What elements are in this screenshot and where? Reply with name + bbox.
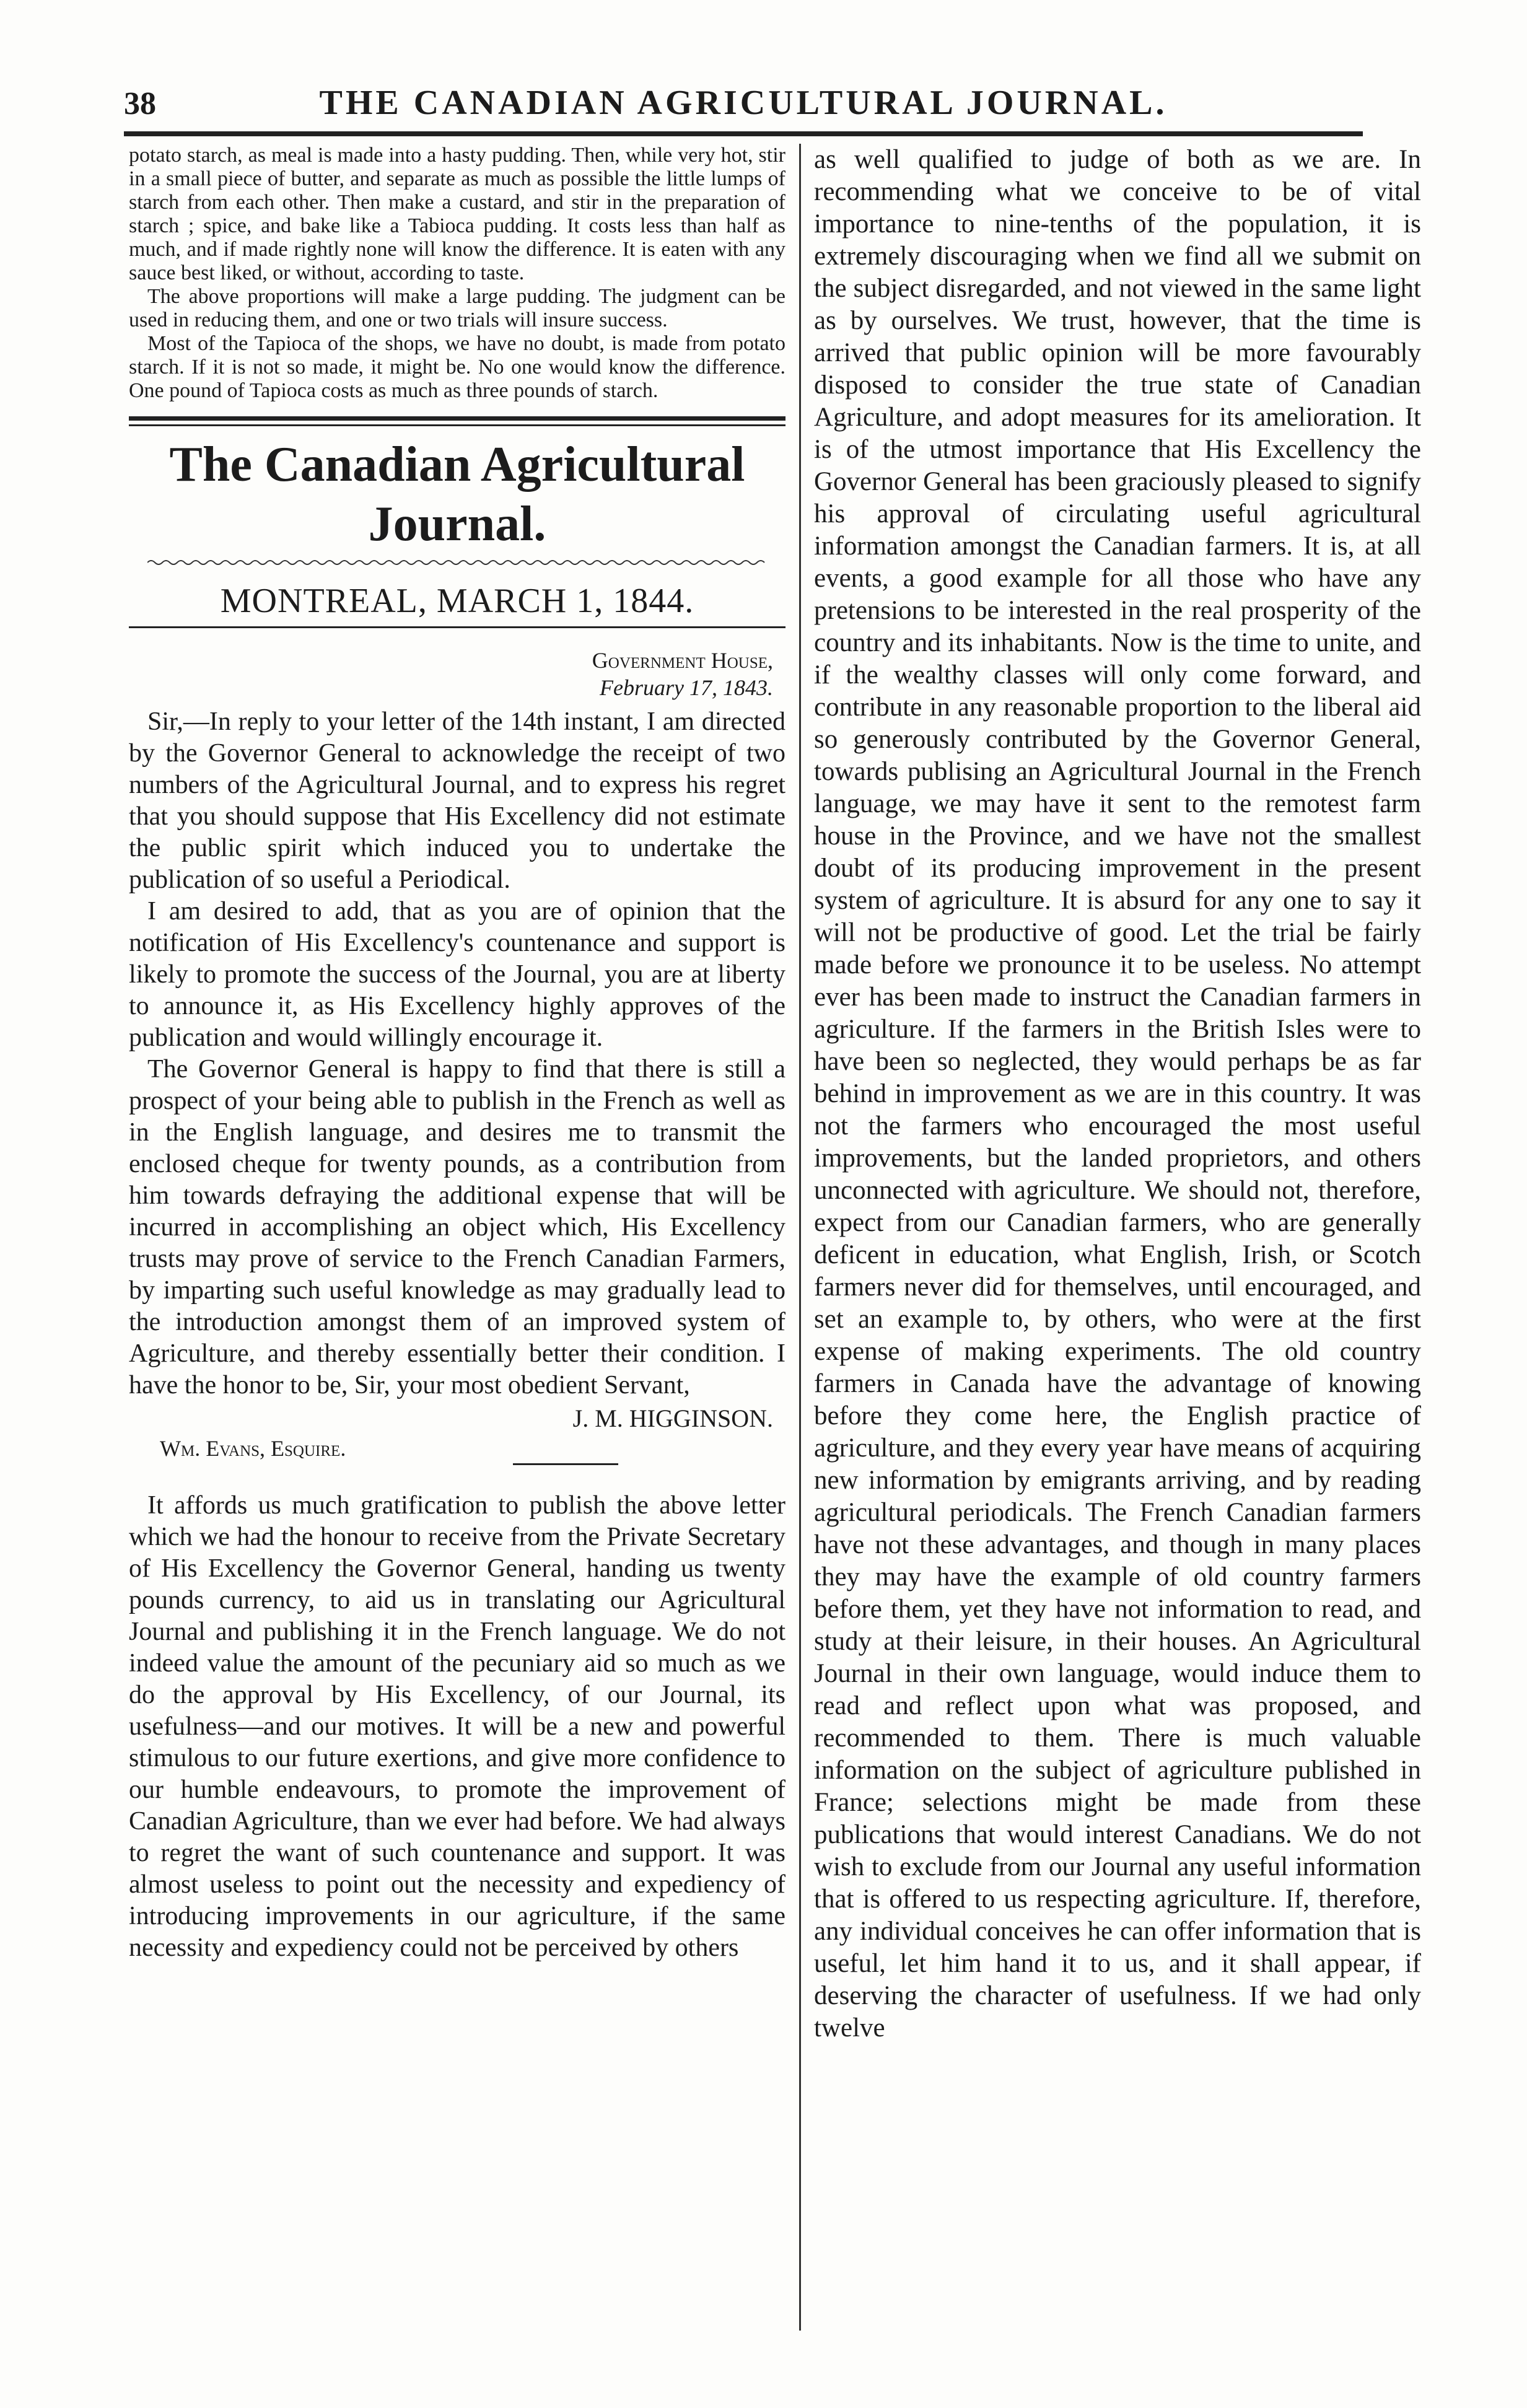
running-head xyxy=(124,73,1363,129)
header-rule xyxy=(124,131,1363,136)
editorial-continuation: as well qualified to judge of both as we are. In recommending what we conceive to be of vital importance to nine-tenths of the population, it is extremely discouraging when we find all we submit on the subject disregarded, and not viewed in the same light as by ourselves. We trust, however, that the time is arrived that public opinion will be more favourably disposed to consider the true state of Canadian Agriculture, and adopt measures for its amelioration. It is of the utmost importance that His Excellency the Governor General has been graciously pleased to signify his approval of circulating useful agricultural information amongst the Canadian farmers. It is, at all events, a good example for all those who have any pretensions to be interested in the real prosperity of the country and its inhabitants. Now is the time to unite, and if the wealthy classes will only come forward, and contribute in any reasonable proportion to the liberal aid so generously contributed by the Governor General, towards publising an Agricultural Journal in the French language, we may have it sent to the remotest farm house in the Province, and we have not the smallest doubt of its producing improvement in the present system of agriculture. It is absurd for any one to say it will not be productive of good. Let the trial be fairly made before we pronounce it to be useless. No attempt ever has been made to instruct the Canadian farmers in agriculture. If the farmers in the British Isles were to have been so neglected, they would perhaps be as far behind in improvement as we are in this country. It was not the farmers who encouraged the most useful improvements, but the landed proprietors, and others unconnected with agriculture. We should not, therefore, expect from our Canadian farmers, who are generally deficent in education, what English, Irish, or Scotch farmers never did for themselves, until encouraged, and set an example to, by others, who were at the first expense of making experiments. The old country farmers in Canada have the advantage of knowing before they come here, the English practice of agriculture, and they every year have means of acquiring new information by emigrants arriving, and by reading agricultural periodicals. The French Canadian farmers have not these advantages, and though in many places they may have the example of old country farmers before them, yet they have not information to read, and study at their leisure, in their houses. An Agricultural Journal in their own language, would induce them to read and reflect upon what was proposed, and recommended to them. There is much valuable information on the subject of agriculture published in France; selections might be made from these publications that would interest Canadians. We do not wish to exclude from our Journal any useful information that is offered to us respecting agriculture. If, therefore, any individual conceives he can offer information that is useful, let him hand it to us, and it shall appear, if deserving the character of usefulness. If we had only twelve xyxy=(814,145,1421,2042)
short-rule xyxy=(513,1463,618,1465)
page-number: 38 xyxy=(124,86,156,121)
letter-address: Government House, xyxy=(592,648,773,673)
masthead: The Canadian Agricultural Journal. xyxy=(169,437,745,551)
section-rule-thin xyxy=(129,424,785,426)
right-column xyxy=(814,144,1421,2343)
letter-paragraph: Sir,—In reply to your letter of the 14th instant, I am directed by the Governor General to acknowledge the receipt of two numbers of the Agricultural Journal, and to express his regret that you should suppose that His Excellency did not estimate the public spirit which induced you to undertake the publication of so useful a Periodical. xyxy=(129,707,785,894)
section-rule-thick xyxy=(129,416,785,421)
letter-addressee: Wm. Evans, Esquire. xyxy=(160,1436,346,1461)
letter-signature: J. M. HIGGINSON. xyxy=(572,1404,773,1432)
left-column xyxy=(129,144,785,2343)
dateline: MONTREAL, MARCH 1, 1844. xyxy=(220,582,694,620)
journal-title: THE CANADIAN AGRICULTURAL JOURNAL. xyxy=(319,84,1168,122)
dateline-rule xyxy=(129,626,785,628)
letter-date: February 17, 1843. xyxy=(600,675,773,700)
letter-paragraph: I am desired to add, that as you are of opinion that the notification of His Excellency's countenance and support is likely to promote the success of the Journal, you are at liberty to announce it, as His Excellency highly approves of the publication and would willingly encourage it. xyxy=(129,897,785,1052)
editorial-paragraph: It affords us much gratification to publish the above letter which we had the honour to receive from the Private Secretary of His Excellency the Governor General, handing us twenty pounds currency, to aid us in translating our Agricultural Journal and publishing it in the French language. We do not indeed value the amount of the pecuniary aid so much as we do the approval by His Excellency, of our Journal, its usefulness—and our motives. It will be a new and powerful stimulous to our future exertions, and give more confidence to our humble endeavours, to promote the improvement of Canadian Agriculture, than we ever had before. We had always to regret the want of such countenance and support. It was almost useless to point out the necessity and expediency of introducing improvements in our agriculture, if the same necessity and expediency could not be perceived by others xyxy=(129,1491,785,1962)
letter-paragraph: The Governor General is happy to find that there is still a prospect of your being able to publish in the French as well as in the English language, and desires me to transmit the enclosed cheque for twenty pounds, as a contribution from him towards defraying the additional expense that will be incurred in accomplishing an object which, His Excellency trusts may prove of service to the French Canadian Farmers, by imparting such useful knowledge as may gradually lead to the introduction amongst them of an improved system of Agriculture, and thereby essentially better their condition. I have the honor to be, Sir, your most obedient Servant, xyxy=(129,1055,785,1399)
recipe-paragraph: potato starch, as meal is made into a hasty pudding. Then, while very hot, stir in a small piece of butter, and separate as much as possible the little lumps of starch from each other. Then make a custard, and stir in the preparation of starch ; spice, and bake like a Tabioca pudding. It costs less than half as much, and if made rightly none will know the difference. It is eaten with any sauce best liked, or without, according to taste. xyxy=(129,144,785,284)
wavy-rule xyxy=(147,558,767,567)
column-divider xyxy=(799,144,801,2331)
recipe-paragraph: The above proportions will make a large pudding. The judgment can be used in reducing them, and one or two trials will insure success. xyxy=(129,285,785,331)
recipe-paragraph: Most of the Tapioca of the shops, we have no doubt, is made from potato starch. If it is not so made, it might be. No one would know the difference. One pound of Tapioca costs as much as three pounds of starch. xyxy=(129,332,785,402)
